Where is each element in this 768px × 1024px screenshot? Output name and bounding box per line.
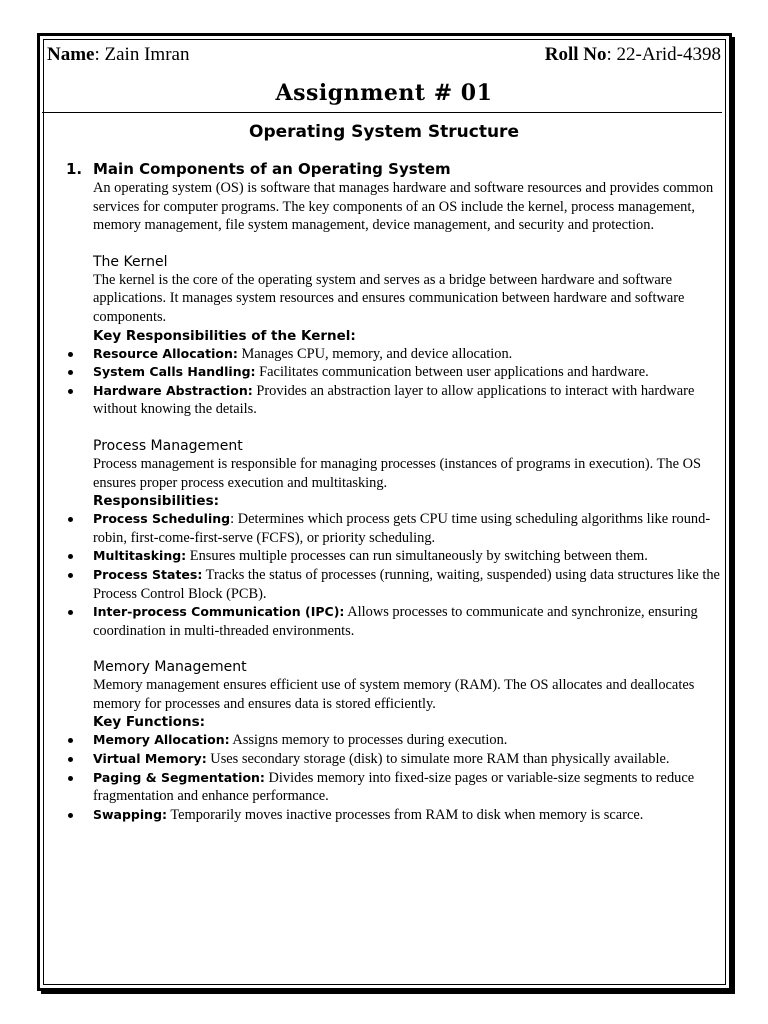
header	[47, 44, 721, 70]
process-subheading: Responsibilities:	[93, 493, 220, 510]
bullet-icon	[68, 573, 73, 578]
list-item	[66, 603, 726, 640]
item-term: Paging & Segmentation:	[93, 769, 265, 785]
list-item	[66, 731, 726, 750]
bullet-icon	[68, 738, 73, 743]
bullet-icon	[68, 554, 73, 559]
roll-label: Roll No	[544, 44, 607, 65]
list-item	[66, 750, 726, 769]
list-item	[66, 769, 726, 806]
bullet-icon	[68, 370, 73, 375]
item-term: System Calls Handling:	[93, 364, 256, 380]
kernel-list	[66, 345, 726, 419]
process-paragraph: Process management is responsible for managing processes (instances of programs in execution). The OS ensures proper process execution and multitasking.	[93, 455, 701, 491]
section-title: Main Components of an Operating System	[93, 160, 451, 178]
item-term: Process States:	[93, 566, 203, 582]
name-label: Name	[47, 44, 95, 65]
item-text: Allows processes to communicate and synchronize, ensuring coordination in multi-threaded environments.	[93, 604, 698, 639]
page-subtitle: Operating System Structure	[249, 122, 519, 142]
item-term: Process Scheduling	[93, 511, 231, 527]
border-shadow-right	[732, 37, 735, 994]
roll-field: Roll No: 22-Arid-4398	[544, 44, 721, 65]
bullet-icon	[68, 517, 73, 522]
item-term: Inter-process Communication (IPC):	[93, 604, 345, 620]
title-divider	[42, 112, 722, 113]
memory-subheading: Key Functions:	[93, 714, 206, 731]
item-term: Virtual Memory:	[93, 751, 207, 767]
memory-heading: Memory Management	[93, 659, 247, 676]
kernel-subheading: Key Responsibilities of the Kernel:	[93, 327, 356, 344]
name-field: Name: Zain Imran	[47, 44, 190, 65]
item-text: Temporarily moves inactive processes from RAM to disk when memory is scarce.	[167, 806, 644, 823]
list-item	[66, 510, 726, 547]
kernel-heading: The Kernel	[93, 253, 168, 270]
border-shadow-bottom	[41, 991, 735, 994]
item-text: Manages CPU, memory, and device allocation.	[237, 345, 513, 362]
section-number: 1.	[66, 160, 83, 178]
item-text: Ensures multiple processes can run simultaneously by switching between them.	[186, 548, 648, 565]
item-term: Multitasking:	[93, 548, 187, 564]
intro-paragraph: An operating system (OS) is software that manages hardware and software resources and provides common services for computer programs. The key components of an OS include the kernel, process management, memory management, file system management, device management, and security and protection.	[93, 180, 714, 234]
item-term: Resource Allocation:	[93, 345, 238, 361]
item-text: Facilitates communication between user applications and hardware.	[255, 364, 649, 381]
page-title: Assignment # 01	[275, 80, 493, 106]
item-text: Assigns memory to processes during execution.	[229, 732, 508, 749]
name-value: Zain Imran	[104, 44, 190, 65]
item-text: Tracks the status of processes (running, waiting, suspended) using data structures like the Process Control Block (PCB).	[93, 566, 720, 602]
item-term: Hardware Abstraction:	[93, 382, 253, 398]
item-text: Uses secondary storage (disk) to simulate more RAM than physically available.	[206, 751, 670, 768]
memory-paragraph: Memory management ensures efficient use of system memory (RAM). The OS allocates and deallocates memory for processes and ensures data is stored efficiently.	[93, 677, 695, 712]
memory-list	[66, 731, 726, 824]
list-item	[66, 363, 726, 382]
document-body	[66, 159, 726, 824]
item-term: Swapping:	[93, 806, 168, 822]
item-text: Provides an abstraction layer to allow applications to interact with hardware without knowing the details.	[93, 382, 695, 418]
section-heading	[66, 159, 726, 179]
process-heading: Process Management	[93, 437, 243, 454]
item-text: : Determines which process gets CPU time using scheduling algorithms like round-robin, first-come-first-serve (FCFS), or priority scheduling.	[93, 511, 711, 546]
bullet-icon	[68, 813, 73, 818]
bullet-icon	[68, 352, 73, 357]
process-list	[66, 510, 726, 640]
list-item	[66, 382, 726, 419]
bullet-icon	[68, 776, 73, 781]
roll-value: 22-Arid-4398	[616, 44, 721, 65]
bullet-icon	[68, 610, 73, 615]
kernel-paragraph: The kernel is the core of the operating system and serves as a bridge between hardware and software applications. It manages system resources and ensures communication between hardware and software components.	[93, 271, 685, 325]
bullet-icon	[68, 757, 73, 762]
item-term: Memory Allocation:	[93, 732, 230, 748]
list-item	[66, 547, 726, 566]
item-text: Divides memory into fixed-size pages or variable-size segments to reduce fragmentation and enhance performance.	[93, 769, 695, 805]
list-item	[66, 806, 726, 825]
list-item	[66, 566, 726, 603]
bullet-icon	[68, 389, 73, 394]
list-item	[66, 345, 726, 364]
